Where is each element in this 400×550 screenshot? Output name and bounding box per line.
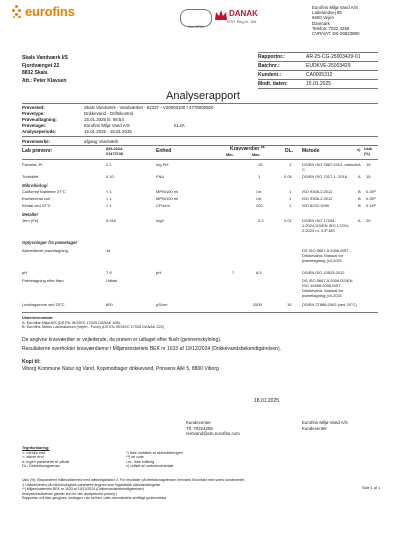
cell-method: DS ISO 5667-5:2006,DS/EN ISO 19458:2006,MST - Drikkevand. Manual for prøvetagning (v4,2021	[302, 278, 353, 298]
cell-ny: A	[358, 218, 361, 223]
cell-method: DS/EN 27888:2003 (ved 20°C)	[302, 302, 357, 307]
cell-method: DS/EN ISO 7027-1: 2016.	[302, 174, 349, 179]
cell-value: 0.016	[106, 218, 117, 223]
table-row	[22, 174, 374, 180]
customer-number: CA0005312	[306, 72, 333, 78]
cell-unit: mg/l	[156, 218, 164, 223]
info-label: Prøvested:	[22, 105, 45, 110]
info-value: Eurofins Miljø Vand A/S	[84, 123, 130, 128]
cell-param: Escherichia coli	[22, 196, 50, 201]
report-title: Analyserapport	[166, 90, 240, 102]
table-row	[22, 270, 374, 276]
table-row	[22, 162, 374, 172]
recipient-line: Fjordvænget 22	[22, 62, 60, 69]
footnote: Analyseresultaterne gælder kun for den analyserede prøve(r).	[22, 491, 118, 496]
danak-mark	[214, 8, 258, 26]
cell-dl: 1	[289, 203, 292, 208]
contact-right	[302, 420, 348, 431]
legend-item: #: Ingen parametre er påvist	[22, 459, 70, 464]
brand-name: eurofins	[25, 4, 75, 19]
ilac-mra-mark	[180, 9, 212, 27]
section-title: Mikrobiologi	[22, 183, 48, 188]
table-row	[22, 189, 377, 195]
danak-sub: TEST Reg.nr. 168	[226, 20, 257, 24]
cell-unit: MPN/100 ml	[156, 196, 179, 201]
cell-unit: FNU	[156, 174, 165, 179]
col-ny: ¤)	[357, 148, 361, 152]
cell-value: 7.8	[106, 270, 112, 275]
cell-method: ISO 6222:1999	[302, 203, 329, 208]
sample-marking-label: Prøvemærke:	[22, 139, 51, 144]
cell-max: 2500	[253, 302, 262, 307]
recipient-address	[22, 55, 68, 85]
legend-item: **) se note	[126, 455, 144, 460]
section-title: Metaller	[22, 212, 39, 217]
info-value: Drikkevand - Driftskontrol	[84, 111, 134, 116]
legend-item: i.m.: ikke målelig	[126, 459, 155, 464]
cell-value: < 1	[106, 203, 112, 208]
cell-usik: 0.26¹⁾	[366, 189, 377, 194]
cell-value: < 1	[106, 196, 112, 201]
cell-ny: B	[358, 189, 361, 194]
cell-dl: 1	[289, 162, 292, 167]
legend-item: ¤) udført af underleverandør	[126, 464, 174, 469]
cell-method: DS/EN ISO 17294-1:2024,DS/EN ISO 17294-2:2023 m. ICP-MS	[302, 218, 350, 233]
info-extra: KL2A	[174, 123, 185, 128]
cell-unit: pH	[156, 270, 162, 275]
eurofins-logo	[12, 4, 75, 19]
sample-marking-value: afgang Vandværk	[84, 139, 119, 144]
cell-usik: 15	[366, 174, 371, 179]
cell-dl: 1	[289, 196, 292, 201]
company-line: Eurofins Miljø Vand A/S	[312, 5, 358, 10]
col-dl: DL.	[285, 148, 294, 154]
table-row	[22, 203, 377, 209]
company-line: CVR/VAT: DK-29823890	[312, 31, 360, 37]
meta-label: Kundenr.:	[258, 72, 282, 78]
cell-unit: MPN/100 ml	[156, 189, 179, 194]
cell-method: DS/EN ISO 10523:2012	[302, 270, 345, 275]
ilac-label: ilac-MRA	[188, 25, 204, 29]
company-line: Ladelundvej 85	[312, 10, 342, 16]
cell-usik: 0.26¹⁾	[366, 196, 377, 201]
contact-line: Kundecenter	[302, 425, 327, 431]
recipient-line: Att.: Peter Klavsen	[22, 77, 67, 84]
page-number: Side 1 af 1	[362, 486, 381, 490]
cell-unit: CFU/ml	[156, 203, 170, 208]
cell-method: ISO 9308-2:2012	[302, 196, 333, 201]
cell-method: ISO 9308-2:2012	[302, 189, 333, 194]
cell-usik: 0.15¹⁾	[366, 203, 377, 208]
table-row	[22, 218, 374, 233]
cell-value: 2.1	[106, 162, 112, 167]
table-row	[22, 278, 374, 298]
eurofins-mark-icon	[12, 5, 22, 19]
cell-value: Udført	[106, 278, 118, 283]
cell-unit: mg Pt/l	[156, 162, 169, 167]
info-label: Prøvetype:	[22, 111, 45, 116]
cell-method: DS/EN ISO 7887:2012, metode C	[302, 162, 358, 172]
cell-usik: 15	[366, 162, 371, 167]
cell-max: 15	[258, 162, 263, 167]
company-address	[312, 5, 359, 36]
cell-ny: B	[358, 203, 361, 208]
company-line: Telefon: 7022 4256	[312, 25, 350, 31]
cell-param: Prøvetagning efter flam	[22, 278, 64, 283]
footnote: ¹) Usikkerheden på mikrobiologiske parametre angives som logaritmisk standardafvigelse	[22, 482, 161, 487]
cell-param: pH	[22, 270, 28, 275]
cell-param: Ledningsevne ved 20°C	[22, 302, 65, 307]
legend-item: <: mindre end	[22, 450, 46, 455]
recipient-line: Skals Vandværk I/S	[22, 55, 68, 61]
received-date: 15.01.2025	[306, 81, 332, 87]
cell-dl: 15	[287, 302, 292, 307]
col-min: Min.	[226, 153, 234, 157]
note-2: Resultaterne overholder kravværdierne i Miljøministeriets BEK nr 1633 af 19/12/2024 (Drikkevandsbekendtgørelsen).	[22, 346, 282, 352]
legend-item: *) Ikke omfattet af akkrediteringen	[126, 450, 183, 455]
danak-label: DANAK	[229, 9, 258, 18]
cell-value: 0.10	[106, 174, 114, 179]
batch-number: EUDKVE-25003429	[306, 63, 351, 69]
legend-title: Tegnforklaring:	[22, 446, 50, 450]
col-usik: Usik. (%)	[364, 147, 374, 156]
legend-right	[126, 451, 183, 469]
cell-param: Jern (Fe)	[22, 218, 39, 223]
cell-max: i.m.	[256, 196, 263, 201]
meta-label: Batchnr.:	[258, 63, 280, 69]
info-label: Prøvetager:	[22, 123, 47, 128]
cell-max: 200	[256, 203, 263, 208]
table-row	[22, 302, 374, 308]
cell-usik: 20	[366, 218, 371, 223]
meta-label: Modt. daten:	[258, 81, 288, 87]
info-value: 15.01.2025 - 18.01.2025	[84, 129, 132, 134]
subcontractors	[22, 316, 164, 330]
cell-max: i.m.	[256, 189, 263, 194]
section-title: Oplysninger fra prøvetager	[22, 240, 78, 245]
col-unit: Enhed	[156, 148, 172, 154]
footnotes	[22, 478, 342, 501]
info-value: Skals Vandværk - Vandværket - 62337 - V20000100 / 4775000800	[84, 105, 214, 110]
cell-max: 0.2	[258, 218, 264, 223]
cell-ny: A	[358, 162, 361, 167]
cell-param: Turbiditet	[22, 174, 39, 179]
col-param: Lab prøvenr:	[22, 148, 53, 154]
cell-param: Akkrediteret prøvetagning	[22, 248, 68, 253]
cell-value: 600	[106, 302, 113, 307]
cell-param: Coliforme bakterier 37°C	[22, 189, 66, 194]
contact-line: Tlf. 70224256	[186, 425, 213, 431]
col-krav: Kravværdier **	[230, 146, 265, 152]
col-method: Metode	[302, 148, 320, 154]
subcontractor-line: A: Eurofins Miljø A/S (DS EN ISO/IEC 17025 DANAK 168).	[22, 320, 121, 325]
cell-value: < 1	[106, 189, 112, 194]
legend	[22, 446, 70, 469]
footnote: Rapporten må ikke gengives, undtagen i sin helhed, uden laboratoriets skriftlige godkendelse.	[22, 496, 168, 501]
company-line: 6600 Vejen	[312, 15, 334, 21]
cell-value: Ja	[106, 248, 111, 253]
cell-dl: 1	[289, 189, 292, 194]
recipient-line: 8832 Skals	[22, 70, 48, 76]
cell-dl: 0.01	[284, 218, 292, 223]
cell-unit: µS/cm	[156, 302, 168, 307]
cell-dl: 0.05	[284, 174, 292, 179]
legend-item: >: større end	[22, 455, 44, 460]
report-number: AR-25-CG-25003429-01	[306, 54, 361, 60]
subcontractor-line: B: Eurofins Steins Laboratorium (Vejen - Food) (DS EN ISO/IEC 17025 DANAK 222)	[22, 325, 165, 330]
contact-email[interactable]: rentvand@eln.eurofins.com	[186, 431, 240, 437]
cell-method: DS ISO 5667-5:2006,MST - Drikkevand. Manual for prøvetagning (v4,2021	[302, 248, 352, 263]
cell-max: 1	[258, 174, 261, 179]
col-sample-id: 835-2024-01473748	[106, 147, 124, 156]
report-date: 18.01.2025	[254, 398, 280, 404]
company-line: Danmark	[312, 20, 330, 26]
copy-text: Viborg Kommune Natur og Vand, Kopimodtager drikkevand, Prinsens Allé 5, 8800 Viborg	[22, 366, 219, 372]
subcontractors-title: Underleverandør:	[22, 316, 54, 320]
contact-left	[186, 420, 240, 437]
info-label: Analyseperiode:	[22, 129, 57, 134]
cell-ny: B	[358, 196, 361, 201]
meta-label: Rapportnr.:	[258, 54, 285, 60]
copy-title: Kopi til:	[22, 359, 41, 365]
note-1: De angivne kravværdier er vejledende, da prøven er udtaget efter flush (gennemskylning).	[22, 337, 222, 343]
cell-max: 8.5	[256, 270, 262, 275]
cell-ny: A	[358, 174, 361, 179]
footnote: **) Miljøministeriets BEK nr 1633 af 19/12/2024 (Drikkevandsbekendtgørelsen)	[22, 487, 144, 492]
cell-param: Kimtal ved 22°C	[22, 203, 51, 208]
info-value: 15.01.2025 kl. 08:53	[84, 117, 124, 122]
contact-line: Eurofins Miljø Vand A/S	[302, 420, 348, 425]
footnote: Usik (%): Ekspanderet måleusikkerhed med dækningsfaktor 2. For resultater på detektionsgrænsen henvises til kontakt med vores kundecenter.	[22, 478, 246, 482]
col-max: Max.	[252, 153, 261, 157]
contact-line: Kundecenter	[186, 420, 211, 425]
legend-item: DL: Detektionsgrænse	[22, 464, 60, 469]
cell-min: 7	[232, 270, 235, 275]
table-row	[22, 248, 374, 263]
cell-param: Farvetal, Pt	[22, 162, 43, 167]
table-row	[22, 196, 377, 202]
info-label: Prøveudtagning:	[22, 117, 57, 122]
